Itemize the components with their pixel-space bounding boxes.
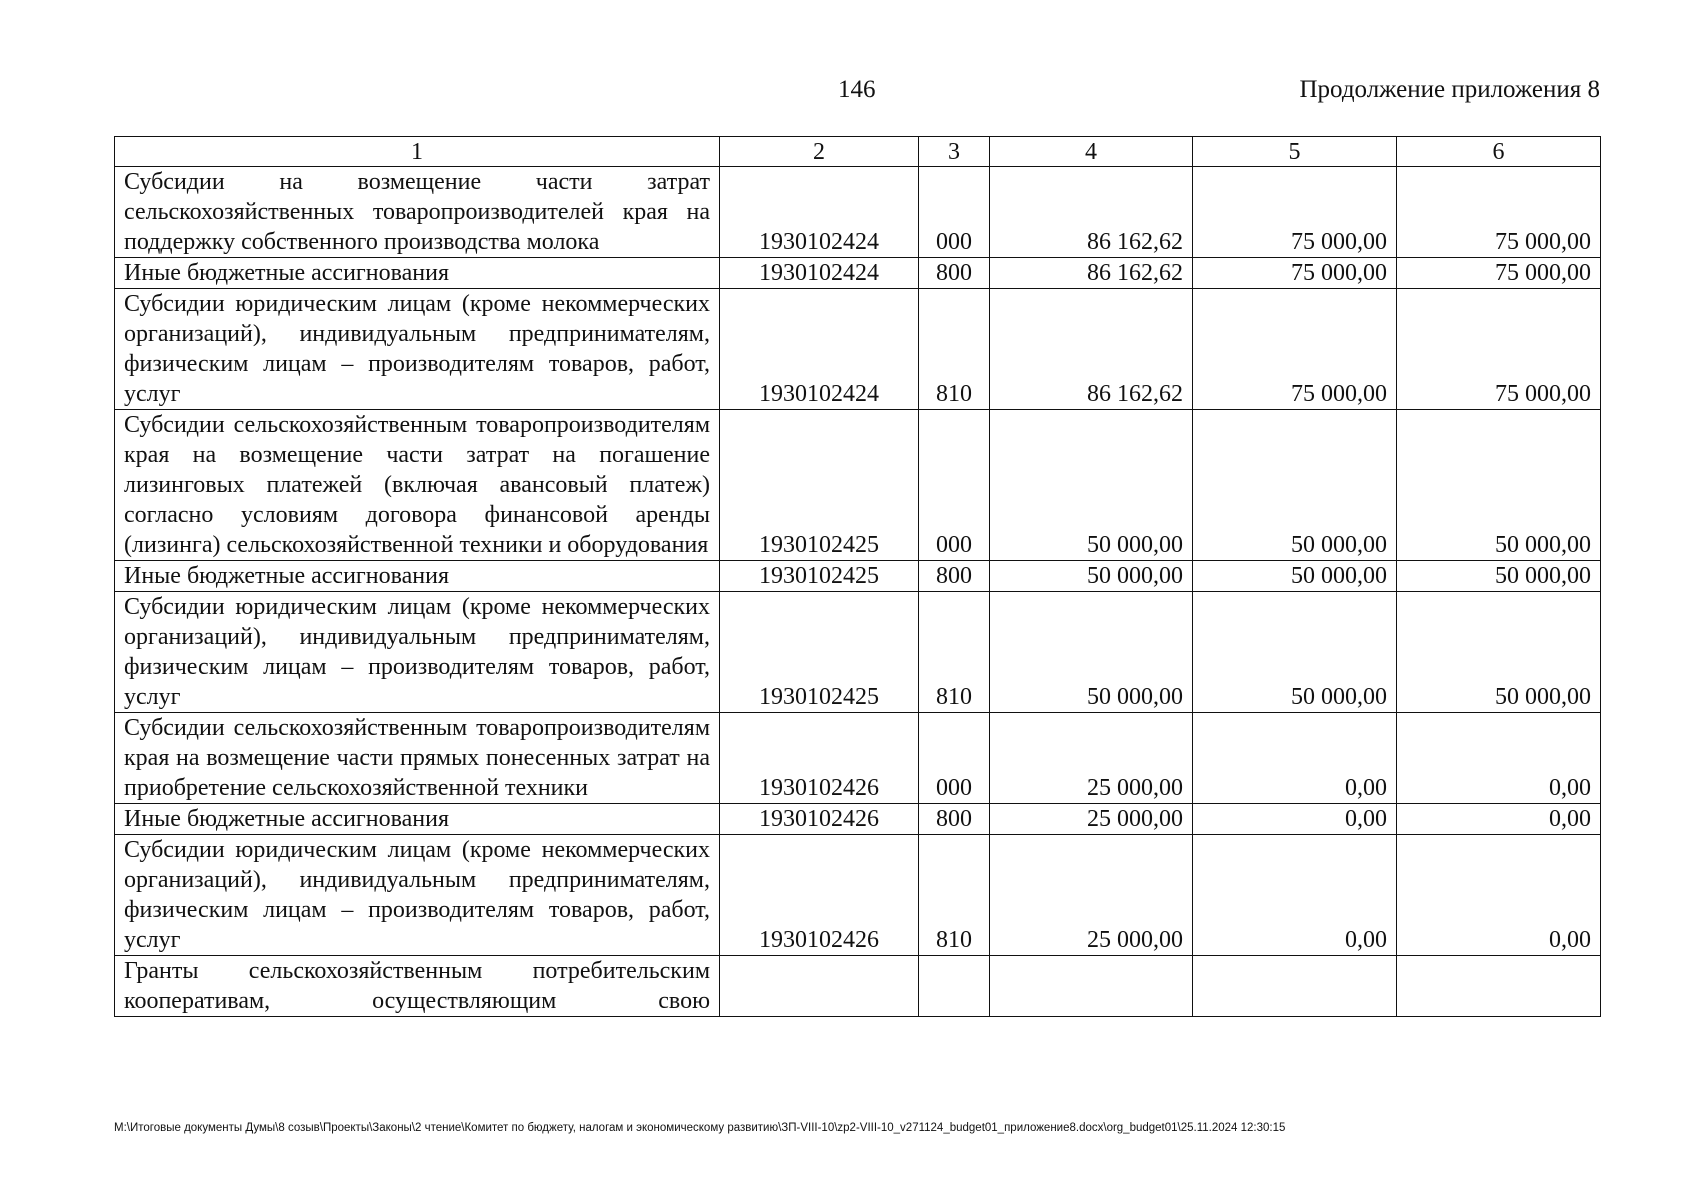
row-name: Иные бюджетные ассигнования — [115, 561, 720, 592]
row-value-4: 25 000,00 — [990, 804, 1193, 835]
row-value-6: 50 000,00 — [1397, 410, 1601, 561]
row-name: Субсидии сельскохозяйственным товаропроизводителям края на возмещение части прямых понесенных затрат на приобретение сельскохозяйственной техники — [115, 713, 720, 804]
row-name: Субсидии сельскохозяйственным товаропроизводителям края на возмещение части затрат на погашение лизинговых платежей (включая авансовый платеж) согласно условиям договора финансовой аренды (лизинга) сельскохозяйственной техники и оборудования — [115, 410, 720, 561]
row-value-5 — [1193, 956, 1397, 1017]
page-number: 146 — [838, 76, 876, 103]
row-code: 1930102425 — [720, 561, 919, 592]
row-kind: 000 — [919, 167, 990, 258]
column-header: 4 — [990, 137, 1193, 167]
row-code: 1930102426 — [720, 804, 919, 835]
row-kind: 000 — [919, 410, 990, 561]
row-name: Субсидии на возмещение части затрат сельскохозяйственных товаропроизводителей края на поддержку собственного производства молока — [115, 167, 720, 258]
row-value-5: 75 000,00 — [1193, 167, 1397, 258]
table-row — [115, 258, 1601, 289]
table-row — [115, 835, 1601, 956]
table-row — [115, 410, 1601, 561]
row-code: 1930102425 — [720, 592, 919, 713]
row-value-4: 50 000,00 — [990, 410, 1193, 561]
row-value-6: 0,00 — [1397, 835, 1601, 956]
row-code — [720, 956, 919, 1017]
row-value-4: 86 162,62 — [990, 258, 1193, 289]
row-name: Субсидии юридическим лицам (кроме некоммерческих организаций), индивидуальным предпринимателям, физическим лицам – производителям товаров, работ, услуг — [115, 592, 720, 713]
table-row — [115, 561, 1601, 592]
column-header: 3 — [919, 137, 990, 167]
row-value-6: 75 000,00 — [1397, 289, 1601, 410]
row-value-6: 50 000,00 — [1397, 561, 1601, 592]
row-value-6: 0,00 — [1397, 713, 1601, 804]
row-value-5: 0,00 — [1193, 804, 1397, 835]
row-value-6: 75 000,00 — [1397, 258, 1601, 289]
row-name: Иные бюджетные ассигнования — [115, 804, 720, 835]
row-value-5: 75 000,00 — [1193, 258, 1397, 289]
row-value-4 — [990, 956, 1193, 1017]
row-value-4: 50 000,00 — [990, 592, 1193, 713]
table-row — [115, 592, 1601, 713]
row-name: Гранты сельскохозяйственным потребительским кооперативам, осуществляющим свою — [115, 956, 720, 1017]
row-kind — [919, 956, 990, 1017]
row-code: 1930102424 — [720, 167, 919, 258]
file-path-footer: M:\Итоговые документы Думы\8 созыв\Проекты\Законы\2 чтение\Комитет по бюджету, налогам и экономическому развитию\ЗП-VIII-10\zp2-VIII-10_v271124_budget01_приложение8.docx\org_budget01\25.11.2024 12:30:15 — [114, 1122, 1286, 1134]
budget-table — [114, 136, 1601, 1017]
row-value-6 — [1397, 956, 1601, 1017]
row-value-6: 50 000,00 — [1397, 592, 1601, 713]
row-value-4: 86 162,62 — [990, 289, 1193, 410]
row-value-6: 75 000,00 — [1397, 167, 1601, 258]
row-code: 1930102424 — [720, 289, 919, 410]
row-value-4: 86 162,62 — [990, 167, 1193, 258]
table-row — [115, 713, 1601, 804]
table-row — [115, 956, 1601, 1017]
row-value-4: 25 000,00 — [990, 835, 1193, 956]
column-number-row — [115, 137, 1601, 167]
row-name: Субсидии юридическим лицам (кроме некоммерческих организаций), индивидуальным предпринимателям, физическим лицам – производителям товаров, работ, услуг — [115, 835, 720, 956]
row-value-5: 75 000,00 — [1193, 289, 1397, 410]
appendix-header: Продолжение приложения 8 — [1299, 76, 1600, 103]
row-value-5: 0,00 — [1193, 835, 1397, 956]
row-value-5: 50 000,00 — [1193, 561, 1397, 592]
row-kind: 810 — [919, 289, 990, 410]
row-value-4: 25 000,00 — [990, 713, 1193, 804]
row-name: Субсидии юридическим лицам (кроме некоммерческих организаций), индивидуальным предпринимателям, физическим лицам – производителям товаров, работ, услуг — [115, 289, 720, 410]
row-name: Иные бюджетные ассигнования — [115, 258, 720, 289]
row-value-5: 0,00 — [1193, 713, 1397, 804]
column-header: 6 — [1397, 137, 1601, 167]
column-header: 2 — [720, 137, 919, 167]
column-header: 1 — [115, 137, 720, 167]
row-code: 1930102425 — [720, 410, 919, 561]
row-kind: 800 — [919, 804, 990, 835]
row-kind: 810 — [919, 835, 990, 956]
row-code: 1930102426 — [720, 713, 919, 804]
table-row — [115, 167, 1601, 258]
row-value-5: 50 000,00 — [1193, 592, 1397, 713]
row-kind: 000 — [919, 713, 990, 804]
row-kind: 810 — [919, 592, 990, 713]
row-value-6: 0,00 — [1397, 804, 1601, 835]
row-kind: 800 — [919, 258, 990, 289]
row-kind: 800 — [919, 561, 990, 592]
row-value-4: 50 000,00 — [990, 561, 1193, 592]
table-row — [115, 289, 1601, 410]
row-value-5: 50 000,00 — [1193, 410, 1397, 561]
row-code: 1930102424 — [720, 258, 919, 289]
table-row — [115, 804, 1601, 835]
column-header: 5 — [1193, 137, 1397, 167]
row-code: 1930102426 — [720, 835, 919, 956]
